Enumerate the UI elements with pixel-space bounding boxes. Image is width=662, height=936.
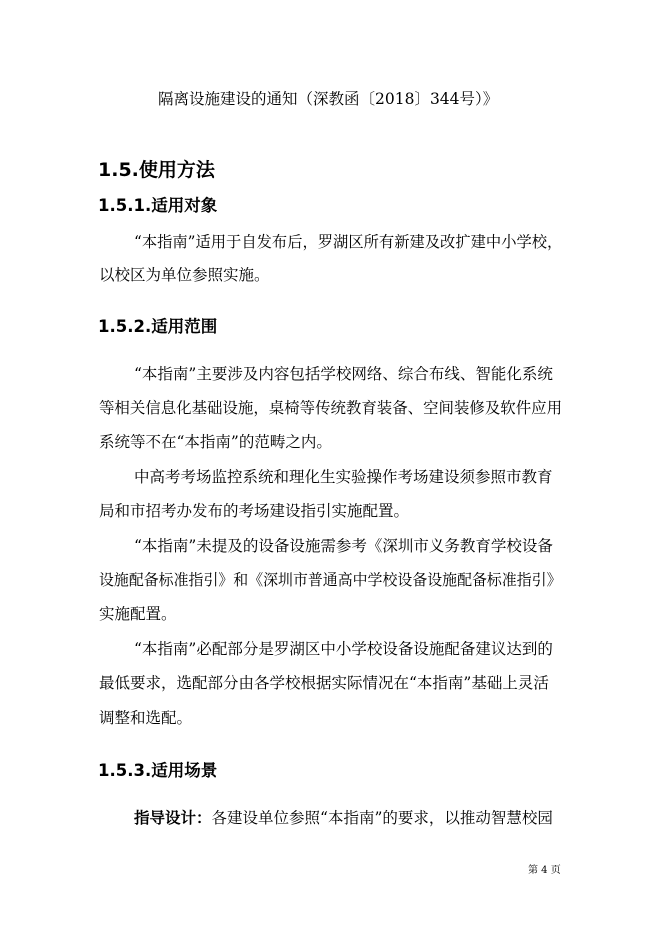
heading-1-5-1: 1.5.1.适用对象 — [98, 196, 218, 215]
range-p1-line-2: 等相关信息化基础设施，桌椅等传统教育装备、空间装修及软件应用 — [99, 399, 563, 417]
range-p3-line-1: “本指南”未提及的设备设施需参考《深圳市义务教育学校设备 — [134, 537, 553, 555]
heading-1-5: 1.5.使用方法 — [98, 159, 215, 181]
range-p4-line-1: “本指南”必配部分是罗湖区中小学校设备设施配备建议达到的 — [134, 640, 553, 658]
scope-object-line-2: 以校区为单位参照实施。 — [99, 266, 270, 284]
scope-object-line-1: “本指南”适用于自发布后，罗湖区所有新建及改扩建中小学校， — [134, 233, 563, 251]
notice-title-continuation: 隔离设施建设的通知（深教函〔2018〕344号）》 — [158, 90, 499, 108]
range-p4-line-3: 调整和选配。 — [99, 709, 193, 727]
scenario-lead-line — [134, 808, 553, 828]
heading-1-5-3: 1.5.3.适用场景 — [98, 761, 218, 780]
heading-1-5-2: 1.5.2.适用范围 — [98, 317, 218, 336]
range-p3-line-3: 实施配置。 — [99, 605, 177, 623]
range-p3-line-2: 设施配备标准指引》和《深圳市普通高中学校设备设施配备标准指引》 — [99, 571, 562, 589]
scenario-lead-bold: 指导设计： — [134, 808, 212, 827]
range-p4-line-2: 最低要求，选配部分由各学校根据实际情况在“本指南”基础上灵活 — [99, 674, 549, 692]
range-p1-line-1: “本指南”主要涉及内容包括学校网络、综合布线、智能化系统 — [134, 365, 553, 383]
range-p2-line-2: 局和市招考办发布的考场建设指引实施配置。 — [99, 502, 410, 520]
scenario-lead-text: 各建设单位参照“本指南”的要求，以推动智慧校园 — [211, 809, 553, 827]
page-number-footer: 第 4 页 — [528, 865, 561, 876]
range-p1-line-3: 系统等不在“本指南”的范畴之内。 — [99, 433, 332, 451]
range-p2-line-1: 中高考考场监控系统和理化生实验操作考场建设须参照市教育 — [134, 468, 553, 486]
